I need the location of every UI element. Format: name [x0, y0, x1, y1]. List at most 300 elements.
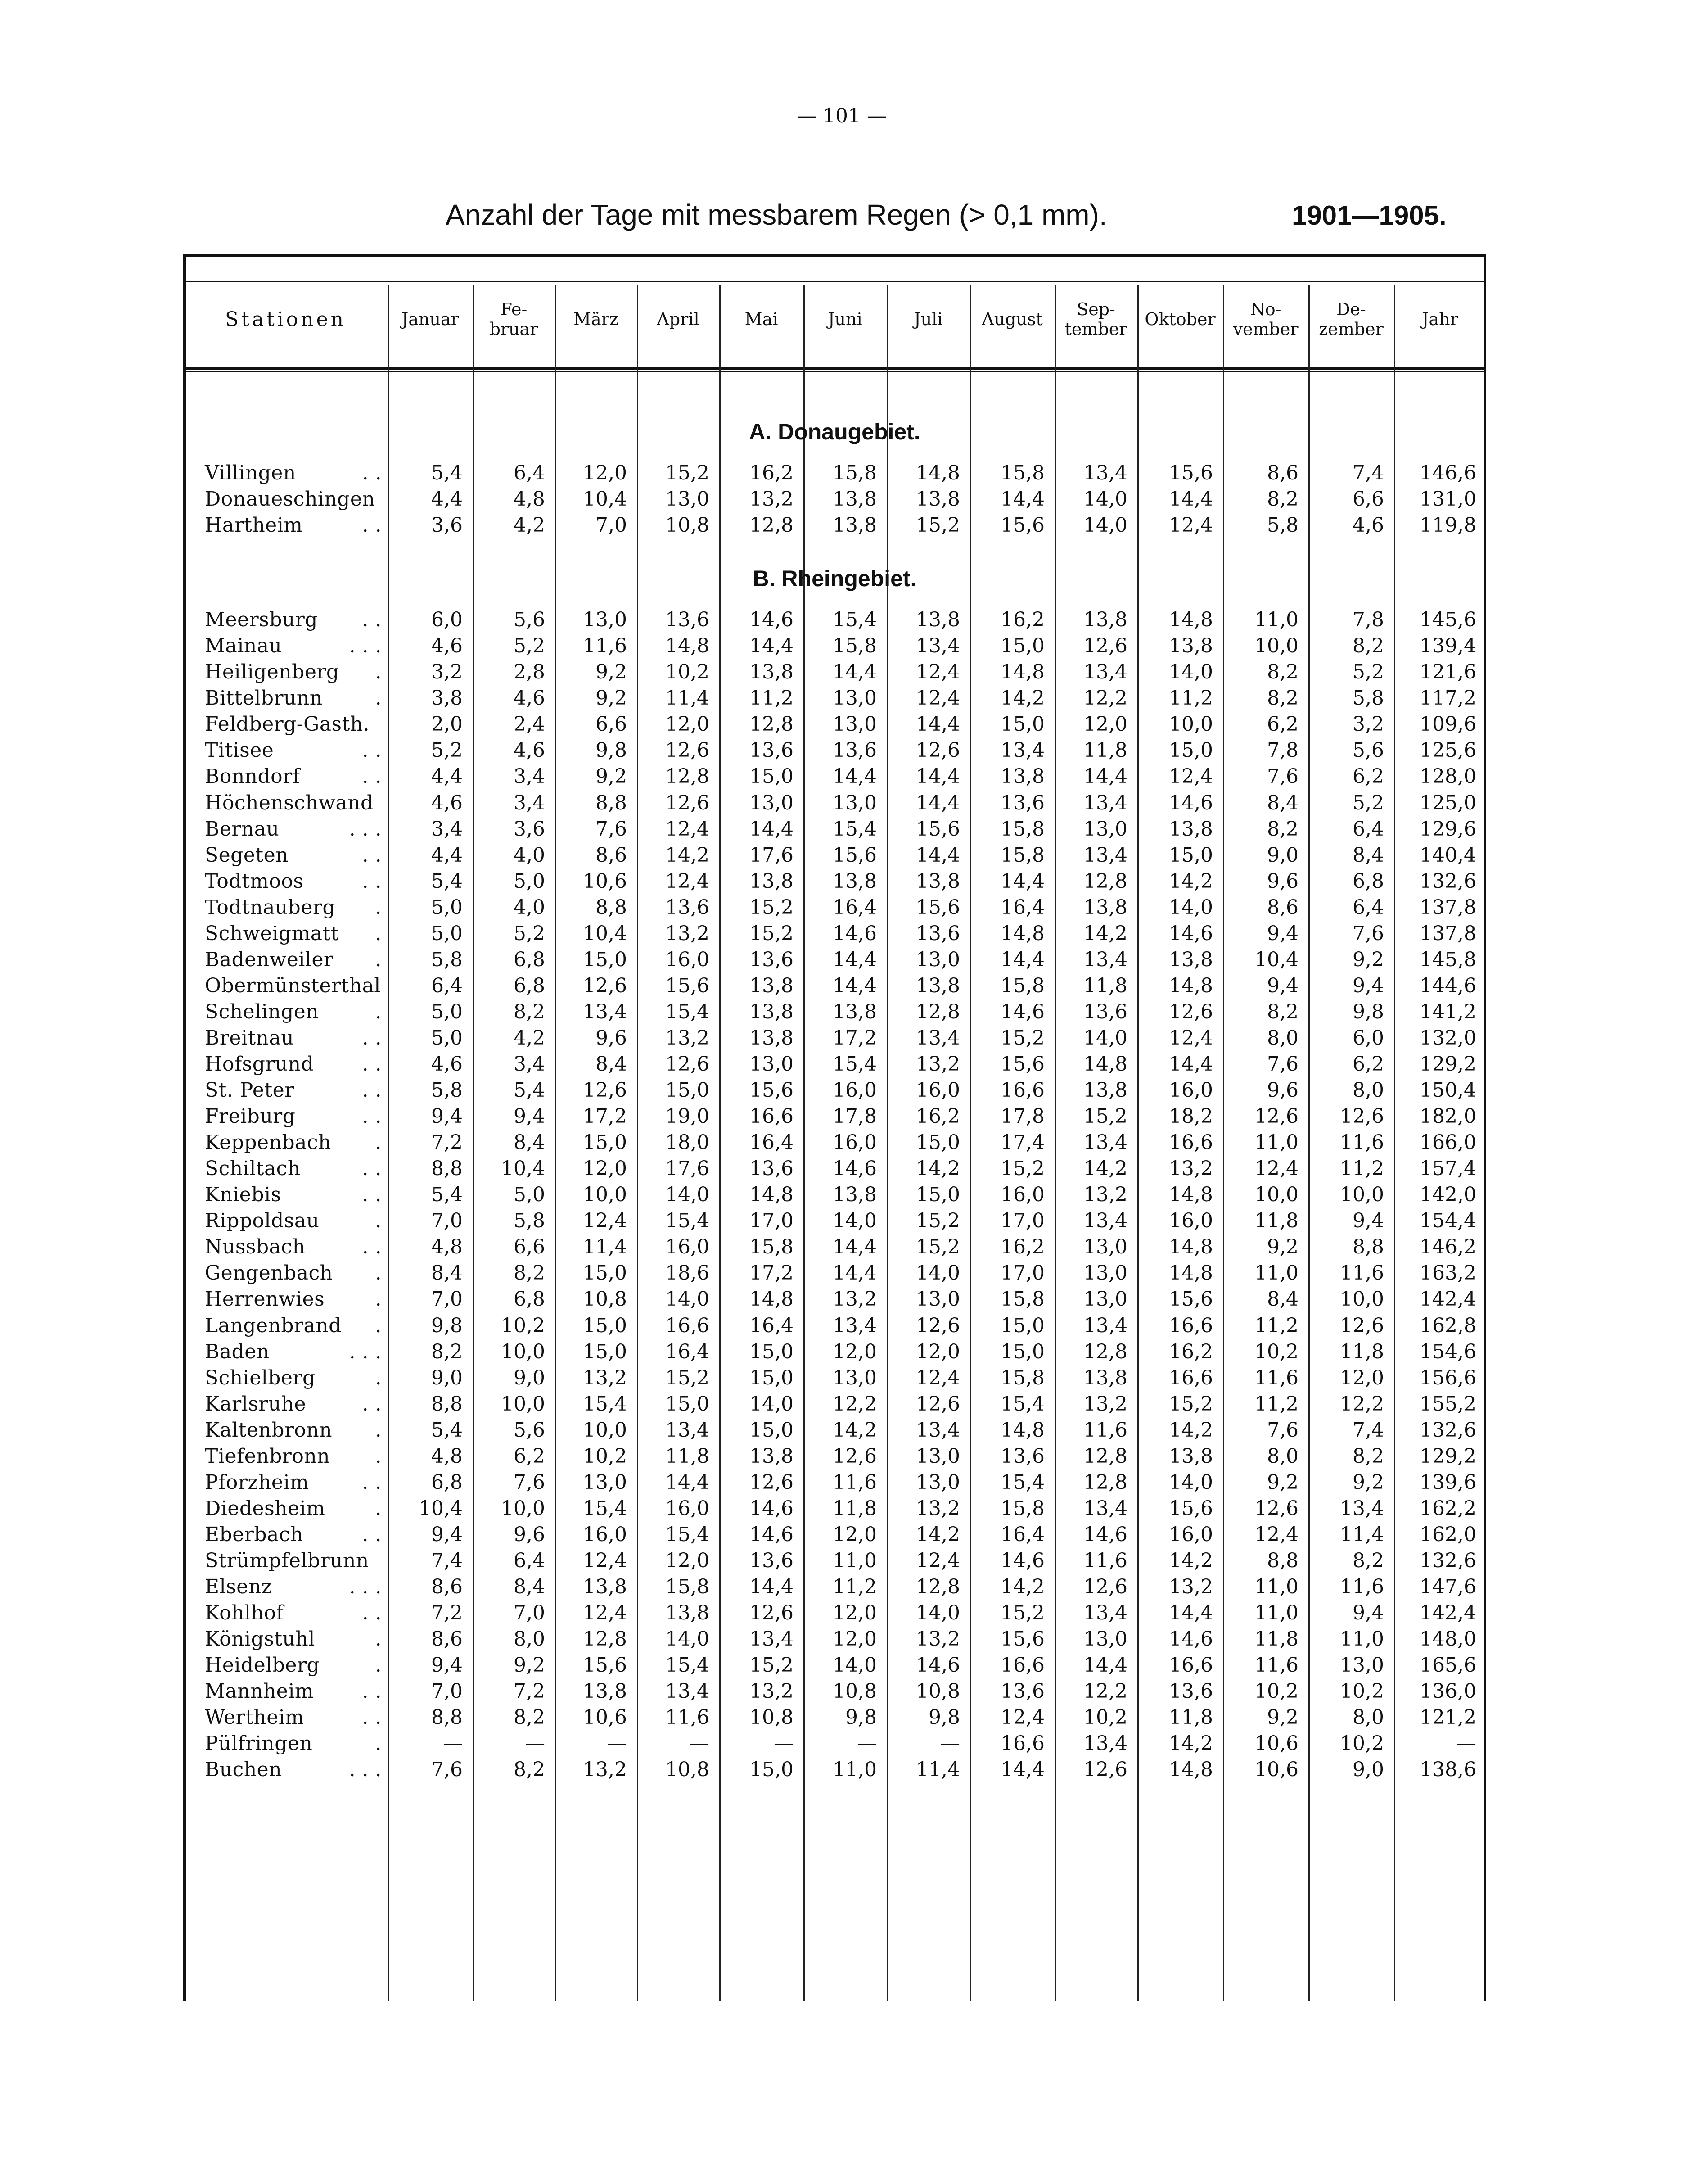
value-cell: 11,4	[1340, 1523, 1384, 1546]
station-name: Kniebis . .	[183, 1182, 388, 1208]
value-cell: 14,0	[1083, 488, 1127, 511]
value-cell: 15,8	[1001, 1288, 1045, 1311]
value-cell: 6,8	[514, 1288, 545, 1311]
value-cell: 6,2	[1353, 1053, 1384, 1076]
value-cell: 14,2	[916, 1157, 960, 1180]
value-cell: 18,2	[1169, 1105, 1213, 1128]
value-cell: 8,4	[1267, 1288, 1299, 1311]
value-cell: 12,4	[1001, 1706, 1045, 1729]
value-cell: 13,4	[1083, 791, 1127, 814]
value-cell: 13,6	[833, 739, 877, 762]
leader-dots: .	[375, 1628, 382, 1651]
value-cell: 10,2	[1254, 1680, 1299, 1703]
value-cell: 16,6	[1169, 1314, 1213, 1337]
value-cell: 12,8	[749, 514, 794, 537]
value-cell: 9,2	[595, 765, 627, 788]
value-cell: 16,4	[833, 895, 877, 919]
value-cell: —	[607, 1732, 627, 1755]
value-cell: 14,8	[1083, 1053, 1127, 1076]
value-cell: 12,6	[916, 739, 960, 762]
header-8: August	[982, 309, 1043, 330]
header-2: Fe- bruar	[489, 299, 538, 339]
value-cell: 12,6	[583, 1079, 627, 1102]
value-cell: 12,6	[1340, 1105, 1384, 1128]
value-cell: 15,8	[1001, 843, 1045, 867]
station-name: Todtmoos . .	[183, 868, 388, 895]
value-cell: 13,0	[583, 1470, 627, 1494]
table-row	[183, 1130, 1486, 1156]
value-cell: 8,4	[514, 1575, 545, 1598]
value-cell: 15,2	[916, 1209, 960, 1233]
value-cell: 9,6	[595, 1026, 627, 1049]
value-cell: 11,6	[1254, 1366, 1299, 1389]
value-cell: 15,2	[1083, 1105, 1127, 1128]
value-cell: 12,4	[916, 1549, 960, 1572]
value-cell: 5,0	[431, 895, 463, 919]
value-cell: 13,6	[665, 895, 709, 919]
value-cell: 16,4	[665, 1340, 709, 1363]
value-cell: 6,8	[514, 974, 545, 997]
leader-dots: . . .	[349, 1758, 382, 1782]
value-cell: 14,0	[916, 1601, 960, 1625]
station-name: Titisee . .	[183, 737, 388, 764]
value-cell: 16,4	[1001, 895, 1045, 919]
value-cell: 9,8	[929, 1706, 960, 1729]
value-cell: 14,2	[1169, 1549, 1213, 1572]
value-cell: 13,0	[1083, 817, 1127, 841]
value-cell: —	[940, 1732, 960, 1755]
value-cell: 13,0	[1083, 1628, 1127, 1651]
value-cell: 12,6	[665, 791, 709, 814]
value-cell: 17,0	[1001, 1262, 1045, 1285]
value-cell: 13,6	[1001, 1444, 1045, 1468]
value-cell: 11,0	[833, 1549, 877, 1572]
value-cell: 13,4	[1083, 843, 1127, 867]
table-row	[183, 1051, 1486, 1077]
value-cell: 9,6	[1267, 1079, 1299, 1102]
value-cell: 13,2	[1083, 1392, 1127, 1415]
value-cell: 13,2	[916, 1497, 960, 1520]
table-row	[183, 1652, 1486, 1678]
leader-dots: .	[375, 660, 382, 684]
value-cell: 15,0	[1001, 713, 1045, 736]
station-name: Hartheim . .	[183, 512, 388, 538]
value-cell: 12,6	[583, 974, 627, 997]
value-cell: 12,4	[665, 817, 709, 841]
value-cell: 8,0	[1267, 1444, 1299, 1468]
table-row	[183, 1470, 1486, 1496]
value-cell: 16,6	[749, 1105, 794, 1128]
table-row	[183, 711, 1486, 737]
value-cell: 12,0	[916, 1340, 960, 1363]
value-cell: 15,4	[665, 1209, 709, 1233]
value-cell: 165,6	[1420, 1654, 1476, 1677]
leader-dots: .	[375, 1209, 382, 1233]
value-cell: 16,2	[1001, 1235, 1045, 1259]
value-cell: 13,8	[1083, 1079, 1127, 1102]
value-cell: 14,2	[1083, 1157, 1127, 1180]
year-range: 1901—1905.	[1292, 200, 1447, 231]
value-cell: 17,0	[749, 1209, 794, 1233]
value-cell: 13,8	[1083, 1366, 1127, 1389]
value-cell: 129,2	[1420, 1053, 1476, 1076]
value-cell: 13,6	[749, 948, 794, 971]
station-name: Königstuhl .	[183, 1626, 388, 1652]
value-cell: 13,8	[749, 1000, 794, 1023]
value-cell: 8,2	[514, 1262, 545, 1285]
value-cell: 15,2	[1001, 1026, 1045, 1049]
leader-dots: . .	[362, 514, 382, 537]
value-cell: 154,4	[1420, 1209, 1476, 1233]
value-cell: 14,4	[833, 765, 877, 788]
leader-dots: . .	[362, 461, 382, 484]
value-cell: 8,6	[1267, 895, 1299, 919]
value-cell: 14,4	[1001, 1758, 1045, 1782]
leader-dots: .	[375, 687, 382, 710]
value-cell: 11,8	[1083, 739, 1127, 762]
value-cell: 9,8	[595, 739, 627, 762]
value-cell: 16,4	[1001, 1523, 1045, 1546]
value-cell: 10,0	[583, 1418, 627, 1442]
station-name: Bittelbrunn .	[183, 685, 388, 711]
value-cell: 16,2	[916, 1105, 960, 1128]
value-cell: 155,2	[1420, 1392, 1476, 1415]
table-row	[183, 1417, 1486, 1443]
value-cell: 15,0	[1001, 1340, 1045, 1363]
value-cell: 12,6	[1083, 1758, 1127, 1782]
value-cell: 15,8	[1001, 1366, 1045, 1389]
value-cell: 3,8	[431, 687, 463, 710]
value-cell: 8,0	[514, 1628, 545, 1651]
station-name: Obermünsterthal	[205, 974, 381, 997]
value-cell: 12,0	[665, 713, 709, 736]
value-cell: 13,8	[916, 488, 960, 511]
value-cell: 14,6	[1083, 1523, 1127, 1546]
table-row	[183, 1182, 1486, 1208]
value-cell: 16,0	[833, 1131, 877, 1154]
value-cell: 10,2	[583, 1444, 627, 1468]
value-cell: 12,8	[916, 1000, 960, 1023]
value-cell: 11,6	[1083, 1549, 1127, 1572]
value-cell: 15,0	[916, 1131, 960, 1154]
value-cell: 13,4	[1083, 660, 1127, 684]
station-name: Höchenschwand	[205, 791, 374, 814]
value-cell: 13,8	[1169, 817, 1213, 841]
value-cell: 3,4	[514, 1053, 545, 1076]
header-5: Mai	[744, 309, 778, 330]
value-cell: 12,4	[583, 1209, 627, 1233]
value-cell: 13,0	[749, 1053, 794, 1076]
value-cell: 7,0	[431, 1209, 463, 1233]
value-cell: 12,6	[1083, 1575, 1127, 1598]
value-cell: 13,4	[1083, 948, 1127, 971]
table-row	[183, 999, 1486, 1025]
value-cell: 4,0	[514, 895, 545, 919]
header-11: No- vember	[1233, 299, 1299, 339]
value-cell: 8,8	[595, 895, 627, 919]
table-row	[183, 633, 1486, 659]
value-cell: 14,4	[833, 1235, 877, 1259]
value-cell: 10,6	[1254, 1732, 1299, 1755]
value-cell: 166,0	[1420, 1131, 1476, 1154]
value-cell: 13,0	[916, 948, 960, 971]
value-cell: 9,4	[514, 1105, 545, 1128]
value-cell: 139,6	[1420, 1470, 1476, 1494]
value-cell: 121,6	[1420, 660, 1476, 684]
value-cell: 5,2	[1353, 791, 1384, 814]
value-cell: 14,0	[665, 1183, 709, 1207]
station-name: Kohlhof . .	[183, 1600, 388, 1626]
station-name: Elsenz . . .	[183, 1574, 388, 1600]
value-cell: 13,0	[833, 713, 877, 736]
station-name: Rippoldsau .	[183, 1208, 388, 1234]
value-cell: 8,4	[1353, 843, 1384, 867]
value-cell: 13,8	[1169, 948, 1213, 971]
header-10: Oktober	[1145, 309, 1216, 330]
value-cell: 146,6	[1420, 461, 1476, 484]
value-cell: 12,4	[916, 660, 960, 684]
value-cell: 15,0	[749, 1758, 794, 1782]
value-cell: 15,8	[833, 461, 877, 484]
value-cell: 9,0	[1267, 843, 1299, 867]
value-cell: 14,4	[749, 1575, 794, 1598]
table-row	[183, 607, 1486, 633]
station-name: Karlsruhe . .	[183, 1391, 388, 1417]
leader-dots: .	[375, 895, 382, 919]
value-cell: 13,8	[665, 1601, 709, 1625]
value-cell: 8,2	[1267, 660, 1299, 684]
value-cell: 121,2	[1420, 1706, 1476, 1729]
value-cell: 10,0	[501, 1392, 545, 1415]
leader-dots: .	[375, 1288, 382, 1311]
leader-dots: . . .	[349, 634, 382, 658]
value-cell: 18,0	[665, 1131, 709, 1154]
value-cell: 10,2	[1254, 1340, 1299, 1363]
value-cell: 15,4	[665, 1523, 709, 1546]
value-cell: 14,4	[1001, 948, 1045, 971]
value-cell: 13,4	[916, 1026, 960, 1049]
leader-dots: . .	[362, 1235, 382, 1259]
table-row	[183, 1339, 1486, 1365]
value-cell: 15,6	[749, 1079, 794, 1102]
value-cell: 11,8	[1083, 974, 1127, 997]
value-cell: 6,8	[431, 1470, 463, 1494]
value-cell: 13,8	[1169, 634, 1213, 658]
station-name: Donaueschingen	[205, 488, 375, 511]
value-cell: 14,6	[749, 608, 794, 632]
value-cell: 16,6	[1169, 1654, 1213, 1677]
value-cell: 10,2	[501, 1314, 545, 1337]
value-cell: 6,4	[514, 1549, 545, 1572]
value-cell: 12,6	[833, 1444, 877, 1468]
value-cell: 8,2	[1267, 817, 1299, 841]
value-cell: 4,2	[514, 1026, 545, 1049]
value-cell: 17,2	[583, 1105, 627, 1128]
value-cell: 5,2	[514, 634, 545, 658]
table-row	[183, 1260, 1486, 1286]
value-cell: 7,0	[431, 1680, 463, 1703]
value-cell: 12,4	[583, 1601, 627, 1625]
value-cell: 8,2	[514, 1000, 545, 1023]
value-cell: 7,6	[431, 1758, 463, 1782]
value-cell: 11,6	[1340, 1131, 1384, 1154]
value-cell: 14,4	[833, 974, 877, 997]
value-cell: 10,2	[1340, 1732, 1384, 1755]
value-cell: 16,4	[749, 1314, 794, 1337]
value-cell: 16,6	[1001, 1732, 1045, 1755]
value-cell: 11,2	[1254, 1392, 1299, 1415]
value-cell: 11,8	[1254, 1209, 1299, 1233]
value-cell: 5,2	[1353, 660, 1384, 684]
value-cell: 14,6	[833, 922, 877, 945]
value-cell: 13,8	[833, 488, 877, 511]
value-cell: 9,2	[1267, 1706, 1299, 1729]
value-cell: 13,6	[1083, 1000, 1127, 1023]
station-name: Mannheim . .	[183, 1678, 388, 1705]
header-13: Jahr	[1422, 309, 1458, 330]
value-cell: 4,4	[431, 488, 463, 511]
value-cell: 7,6	[1353, 922, 1384, 945]
value-cell: 14,2	[1169, 869, 1213, 893]
value-cell: 3,4	[514, 791, 545, 814]
station-name: Bonndorf . .	[183, 764, 388, 790]
value-cell: 9,0	[514, 1366, 545, 1389]
value-cell: 15,0	[749, 765, 794, 788]
value-cell: 17,4	[1001, 1131, 1045, 1154]
value-cell: 5,0	[514, 869, 545, 893]
value-cell: 13,2	[749, 488, 794, 511]
table-row	[183, 1077, 1486, 1103]
header-9: Sep- tember	[1064, 299, 1127, 339]
value-cell: 13,6	[1001, 1680, 1045, 1703]
value-cell: 10,8	[916, 1680, 960, 1703]
table-rule	[183, 281, 1486, 282]
value-cell: 5,8	[1267, 514, 1299, 537]
station-name: Freiburg . .	[183, 1103, 388, 1130]
table-row	[183, 1522, 1486, 1548]
value-cell: 4,8	[514, 488, 545, 511]
leader-dots: .	[375, 922, 382, 945]
value-cell: 13,8	[1001, 765, 1045, 788]
value-cell: 14,0	[665, 1628, 709, 1651]
value-cell: 15,4	[833, 608, 877, 632]
value-cell: 16,0	[1169, 1209, 1213, 1233]
value-cell: 9,2	[595, 687, 627, 710]
value-cell: 17,2	[749, 1262, 794, 1285]
value-cell: 7,2	[431, 1601, 463, 1625]
value-cell: —	[774, 1732, 794, 1755]
value-cell: 7,0	[431, 1288, 463, 1311]
value-cell: 15,4	[665, 1654, 709, 1677]
value-cell: 14,4	[1083, 1654, 1127, 1677]
value-cell: 12,6	[1254, 1105, 1299, 1128]
value-cell: 132,6	[1420, 1418, 1476, 1442]
value-cell: 13,2	[916, 1053, 960, 1076]
value-cell: 138,6	[1420, 1758, 1476, 1782]
value-cell: 6,6	[595, 713, 627, 736]
value-cell: 17,8	[833, 1105, 877, 1128]
station-name: Villingen . .	[183, 460, 388, 486]
station-name: Keppenbach .	[183, 1130, 388, 1156]
value-cell: 15,0	[583, 1131, 627, 1154]
value-cell: 5,8	[431, 948, 463, 971]
value-cell: 12,2	[1083, 687, 1127, 710]
value-cell: 11,6	[665, 1706, 709, 1729]
value-cell: 12,6	[1254, 1497, 1299, 1520]
leader-dots: .	[375, 1366, 382, 1389]
value-cell: 13,2	[749, 1680, 794, 1703]
value-cell: 15,8	[1001, 1497, 1045, 1520]
value-cell: 12,0	[1340, 1366, 1384, 1389]
value-cell: 10,2	[1340, 1680, 1384, 1703]
table-row	[183, 1678, 1486, 1705]
station-name: Todtnauberg .	[183, 895, 388, 921]
table-row	[183, 1313, 1486, 1339]
value-cell: 13,2	[665, 1026, 709, 1049]
station-name: Gengenbach .	[183, 1260, 388, 1286]
value-cell: 15,0	[916, 1183, 960, 1207]
value-cell: 13,8	[583, 1680, 627, 1703]
value-cell: 7,8	[1353, 608, 1384, 632]
value-cell: 15,4	[583, 1392, 627, 1415]
station-name: Hofsgrund . .	[183, 1051, 388, 1077]
value-cell: 16,0	[1169, 1079, 1213, 1102]
value-cell: 14,2	[916, 1523, 960, 1546]
value-cell: 5,4	[431, 1183, 463, 1207]
value-cell: 13,8	[833, 1183, 877, 1207]
value-cell: 15,6	[1001, 514, 1045, 537]
value-cell: 12,6	[916, 1392, 960, 1415]
value-cell: 15,0	[583, 948, 627, 971]
value-cell: 13,6	[749, 1549, 794, 1572]
value-cell: 7,4	[431, 1549, 463, 1572]
value-cell: 13,4	[1083, 1131, 1127, 1154]
station-name: Pülfringen .	[183, 1731, 388, 1757]
value-cell: 15,8	[1001, 817, 1045, 841]
value-cell: 156,6	[1420, 1366, 1476, 1389]
value-cell: 17,8	[1001, 1105, 1045, 1128]
value-cell: 15,4	[665, 1000, 709, 1023]
value-cell: 13,0	[1083, 1288, 1127, 1311]
table-row	[183, 659, 1486, 685]
value-cell: 139,4	[1420, 634, 1476, 658]
value-cell: 4,4	[431, 843, 463, 867]
leader-dots: .	[375, 1497, 382, 1520]
leader-dots: . .	[362, 1053, 382, 1076]
value-cell: 15,6	[1001, 1053, 1045, 1076]
value-cell: 11,0	[833, 1758, 877, 1782]
value-cell: 13,8	[916, 869, 960, 893]
value-cell: 10,0	[1169, 713, 1213, 736]
value-cell: 11,6	[1254, 1654, 1299, 1677]
station-name: Buchen . . .	[183, 1757, 388, 1783]
value-cell: 131,0	[1420, 488, 1476, 511]
value-cell: 132,0	[1420, 1026, 1476, 1049]
station-name: Wertheim . .	[183, 1705, 388, 1731]
value-cell: 13,4	[1001, 739, 1045, 762]
value-cell: 10,8	[665, 1758, 709, 1782]
value-cell: 8,0	[1267, 1026, 1299, 1049]
value-cell: 129,6	[1420, 817, 1476, 841]
station-name: Tiefenbronn .	[183, 1443, 388, 1470]
value-cell: —	[857, 1732, 877, 1755]
value-cell: 8,2	[514, 1758, 545, 1782]
value-cell: 12,0	[833, 1628, 877, 1651]
value-cell: 13,6	[916, 922, 960, 945]
table-row	[183, 486, 1486, 512]
value-cell: 17,2	[833, 1026, 877, 1049]
value-cell: 14,4	[833, 660, 877, 684]
